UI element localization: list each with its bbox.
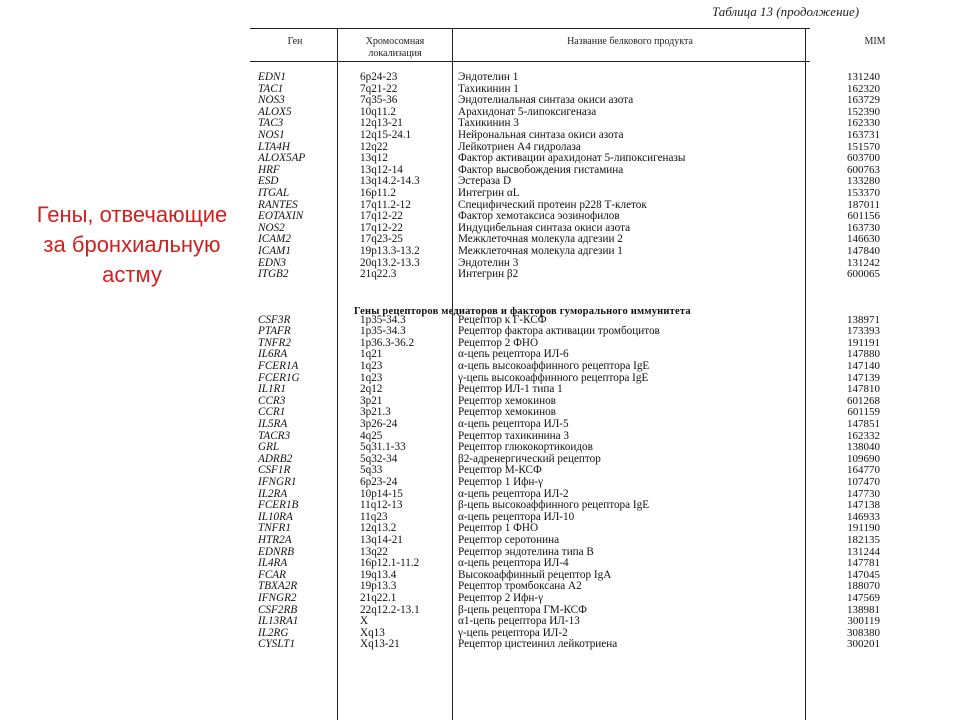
table-cell-locus: 13q22 [360,545,388,558]
product-column [458,72,808,651]
table-cell-mim: 173393 [847,325,880,338]
table-cell-locus: 1q23 [360,371,383,384]
table-cell-locus: 12q22 [360,140,388,153]
table-cell-gene: IFNGR2 [258,591,297,604]
table-cell-gene: CSF1R [258,464,291,477]
table-cell-locus: 17q12-22 [360,221,403,234]
table-cell-locus: Xq13 [360,626,385,639]
table-cell-locus: 5q32-34 [360,452,398,465]
table-cell-product: α-цепь рецептора ИЛ-2 [458,487,569,500]
header-rule [250,61,810,62]
section-gap [810,281,880,315]
table-cell-mim: 182135 [847,533,880,546]
table-cell-gene: ICAM2 [258,233,291,246]
table-cell-product: Фактор высвобождения гистамина [458,163,624,176]
table-cell-mim: 188070 [847,580,880,593]
table-cell-product: Фактор хемотаксиса эозинофилов [458,210,620,223]
table-cell-mim: 600763 [847,163,880,176]
side-annotation-line: за бронхиальную [43,232,221,257]
table-cell-product: β2-адренергический рецептор [458,452,601,465]
table-cell-mim: 138981 [847,603,880,616]
header-locus-line: Хромосомная [365,36,425,47]
table-cell-mim: 601268 [847,394,880,407]
table-cell-mim: 147569 [847,591,880,604]
column-divider [337,28,338,720]
table-cell-gene: IL5RA [258,418,288,431]
table-cell-locus: X [360,615,369,628]
table-cell-locus: 3p21 [360,394,383,407]
table-cell-product: Эндотелин 1 [458,71,519,83]
table-cell-product: Эстераза D [458,175,512,188]
side-annotation-line: астму [102,262,162,287]
table-cell-product: α-цепь рецептора ИЛ-10 [458,510,575,523]
table-cell-product: α-цепь рецептора ИЛ-6 [458,348,569,361]
table-cell-mim: 163730 [847,221,880,234]
section-title: Гены рецепторов медиаторов и факторов гуморального иммунитета [354,306,691,317]
table-cell-locus: 21q22.3 [360,268,397,281]
table-cell-mim: 191191 [847,336,880,349]
table-cell-gene: IL6RA [258,348,288,361]
table-cell-locus: 1p35-34.3 [360,313,406,326]
table-cell-product: Арахидонат 5-липоксигеназа [458,105,597,118]
table-cell-mim: 147045 [847,568,880,581]
table-cell-product: Рецептор 2 ФНО [458,336,539,349]
table-cell-product: Рецептор к Г-КСФ [458,313,547,326]
table-cell-locus: 6p24-23 [360,71,398,83]
table-cell-product: Межклеточная молекула адгезии 2 [458,233,623,246]
table-cell-gene: NOS2 [258,221,285,234]
table-cell-mim: 163731 [847,128,880,141]
table-cell-product: Рецептор фактора активации тромбоцитов [458,325,660,338]
table-cell-locus: 17q23-25 [360,233,403,246]
table-cell-locus: 1p36.3-36.2 [360,336,415,349]
table-cell-gene: FCER1A [258,360,299,373]
table-cell-product: Тахикинин 1 [458,82,519,95]
table-cell-product: Рецептор эндотелина типа В [458,545,594,558]
table-cell-locus: 3p26-24 [360,418,398,431]
table-cell-locus: 10p14-15 [360,487,403,500]
table-cell-product: Рецептор цистеинил лейкотриена [458,638,618,651]
table-cell-gene: CSF2RB [258,603,298,616]
table-cell-gene: CCR1 [258,406,286,419]
table-cell-locus: 7q21-22 [360,82,398,95]
table-cell-mim: 162330 [847,117,880,130]
table-caption: Таблица 13 (продолжение) [712,4,860,19]
table-cell-gene: LTA4H [258,140,290,153]
header-gene: Ген [287,36,303,47]
table-cell-product: β-цепь высокоаффинного рецептора IgE [458,499,650,512]
table-cell-gene: TAC3 [258,117,284,130]
table-cell-gene: CCR3 [258,394,286,407]
table-cell-locus: 13q12 [360,152,388,165]
table-cell-product: Рецептор глюкокортикоидов [458,441,593,454]
table-cell-gene: ICAM1 [258,244,291,257]
table-cell-product: Межклеточная молекула адгезии 1 [458,244,623,257]
table-cell-gene: ESD [258,175,279,188]
table-cell-gene: ADRB2 [258,452,293,465]
table-cell-product: Рецептор тахикинина 3 [458,429,570,442]
table-cell-locus: 13q14.2-14.3 [360,175,420,188]
table-cell-mim: 131240 [847,71,880,83]
table-cell-product: Рецептор тромбоксана А2 [458,580,582,593]
table-cell-mim: 109690 [847,452,880,465]
table-cell-product: Рецептор ИЛ-1 типа 1 [458,383,563,396]
table-cell-locus: 11q12-13 [360,499,403,512]
side-annotation [18,200,246,290]
table-cell-mim: 187011 [847,198,880,211]
table-cell-product: β-цепь рецептора ГМ-КСФ [458,603,587,616]
table-cell-locus: 13q14-21 [360,533,403,546]
table-cell-mim: 147781 [847,557,880,570]
table-cell-mim: 152390 [847,105,880,118]
table-cell-locus: 20q13.2-13.3 [360,256,420,269]
table-cell-product: Рецептор 1 Ифн-γ [458,476,544,488]
table-cell-gene: ITGAL [258,186,290,199]
side-annotation-line: Гены, отвечающие [36,202,228,227]
table-cell-mim: 147138 [847,499,880,512]
table-cell-gene: IL13RA1 [258,615,299,628]
table-cell-gene: TACR3 [258,429,291,442]
table-cell-mim: 107470 [847,476,880,488]
table-cell-mim: 153370 [847,186,880,199]
table-cell-locus: 2q12 [360,383,383,396]
table-cell-mim: 601156 [847,210,880,223]
table-cell-mim: 600065 [847,268,880,281]
table-cell-locus: 5q33 [360,464,383,477]
table-cell-locus: 21q22.1 [360,591,397,604]
table-cell-gene: IFNGR1 [258,476,297,488]
table-cell-gene: CSF3R [258,313,291,326]
table-top-rule [250,28,810,29]
table-cell-mim: 147851 [847,418,880,431]
table-cell-gene: IL2RA [258,487,288,500]
table-cell-gene: PTAFR [258,325,291,338]
table-cell-product: Рецептор М-КСФ [458,464,542,477]
table-cell-product: α-цепь рецептора ИЛ-4 [458,557,569,570]
header-mim: MIM [864,36,886,47]
table-cell-locus: 4q25 [360,429,383,442]
table-cell-gene: EDN1 [258,71,286,83]
table-cell-mim: 147840 [847,244,880,257]
table-cell-product: Эндотелин 3 [458,256,519,269]
table-cell-mim: 601159 [847,406,880,419]
table-cell-product: Индуцибельная синтаза окиси азота [458,221,631,234]
table-cell-mim: 138971 [847,313,880,326]
table-cell-mim: 147140 [847,360,880,373]
table-cell-gene: TBXA2R [258,580,298,593]
table-cell-product: Рецептор 2 Ифн-γ [458,591,544,604]
table-cell-locus: 12q13-21 [360,117,403,130]
section-gap [258,281,336,315]
table-cell-product: γ-цепь высокоаффинного рецептора IgE [458,371,649,384]
table-cell-gene: RANTES [258,198,298,211]
table-cell-gene: TNFR1 [258,522,291,535]
table-cell-mim: 146933 [847,510,880,523]
table-cell-mim: 300201 [847,638,880,651]
table-cell-mim: 300119 [847,615,880,628]
gene-column [258,72,336,651]
table-cell-gene: HTR2A [258,533,292,546]
table-cell-product: α1-цепь рецептора ИЛ-13 [458,615,580,628]
table-cell-locus: 7q35-36 [360,94,398,107]
column-divider [452,28,453,720]
table-cell-product: Фактор активации арахидонат 5-липоксигеназы [458,152,686,165]
table-cell-product: Эндотелиальная синтаза окиси азота [458,94,634,107]
table-cell-mim: 163729 [847,94,880,107]
table-cell-locus: 19q13.4 [360,568,397,581]
table-cell-mim: 147880 [847,348,880,361]
table-cell-gene: EDN3 [258,256,286,269]
table-cell-mim: 164770 [847,464,880,477]
table-cell-gene: TAC1 [258,82,284,95]
mim-column [810,72,880,651]
table-cell-gene: IL2RG [258,626,289,639]
table-cell-locus: 17q11.2-12 [360,198,411,211]
table-cell-product: Лейкотриен А4 гидролаза [458,140,581,153]
table-cell-mim: 147139 [847,371,880,384]
table-cell-mim: 146630 [847,233,880,246]
table-cell-mim: 131244 [847,545,880,558]
table-cell-gene: HRF [258,163,280,176]
table-cell-mim: 138040 [847,441,880,454]
table-cell-product: Тахикинин 3 [458,117,519,130]
table-cell-gene: IL10RA [258,510,293,523]
table-cell-gene: EOTAXIN [258,210,304,223]
table-cell-locus: 6p23-24 [360,476,398,488]
table-cell-locus: 1q23 [360,360,383,373]
table-cell-gene: IL4RA [258,557,288,570]
table-cell-product: Рецептор хемокинов [458,394,556,407]
table-cell-product: α-цепь высокоаффинного рецептора IgE [458,360,650,373]
table-cell-locus: 13q12-14 [360,163,403,176]
table-cell-product: Рецептор серотонина [458,533,560,546]
table-cell-product: Рецептор хемокинов [458,406,556,419]
table-cell-mim: 162320 [847,82,880,95]
table-cell-mim: 147810 [847,383,880,396]
table-cell-gene: GRL [258,441,280,454]
table-cell-locus: 1q21 [360,348,383,361]
table-cell-mim: 162332 [847,429,880,442]
table-cell-locus: 11q23 [360,510,388,523]
table-cell-locus: 19p13.3 [360,580,397,593]
table-cell-gene: ALOX5 [258,105,292,118]
table-cell-product: Интегрин β2 [458,268,519,281]
table-cell-locus: 22q12.2-13.1 [360,603,420,616]
table-cell-gene: FCER1G [258,371,300,384]
table-cell-gene: CYSLT1 [258,638,296,651]
table-cell-mim: 131242 [847,256,880,269]
table-cell-locus: 10q11.2 [360,105,396,118]
table-cell-product: α-цепь рецептора ИЛ-5 [458,418,569,431]
table-cell-mim: 191190 [847,522,880,535]
table-cell-locus: 16p12.1-11.2 [360,557,420,570]
locus-column [360,72,452,651]
table-cell-product: γ-цепь рецептора ИЛ-2 [458,626,568,639]
table-cell-locus: 3p21.3 [360,406,391,419]
table-cell-locus: 12q13.2 [360,522,397,535]
header-locus [342,36,448,60]
table-cell-gene: TNFR2 [258,336,291,349]
table-cell-locus: 12q15-24.1 [360,128,412,141]
table-cell-product: Специфический протеин р228 Т-клеток [458,198,647,211]
table-cell-locus: 1p35-34.3 [360,325,406,338]
table-cell-product: Интегрин αL [458,186,520,199]
table-cell-gene: NOS1 [258,128,285,141]
table-cell-mim: 308380 [847,626,880,639]
table-cell-gene: FCAR [258,568,286,581]
table-cell-mim: 151570 [847,140,880,153]
table-cell-locus: 17q12-22 [360,210,403,223]
table-cell-gene: EDNRB [258,545,295,558]
table-cell-gene: FCER1B [258,499,299,512]
table-cell-gene: IL1R1 [258,383,286,396]
table-cell-product: Нейрональная синтаза окиси азота [458,128,624,141]
table-cell-locus: 19p13.3-13.2 [360,244,420,257]
table-cell-mim: 603700 [847,152,880,165]
table-cell-locus: Xq13-21 [360,638,400,651]
gene-table [250,28,945,720]
table-cell-mim: 147730 [847,487,880,500]
table-cell-gene: ITGB2 [258,268,289,281]
header-product: Название белкового продукта [567,36,693,47]
table-cell-gene: NOS3 [258,94,285,107]
table-cell-mim: 133280 [847,175,880,188]
table-cell-product: Рецептор 1 ФНО [458,522,539,535]
table-cell-locus: 16p11.2 [360,186,396,199]
header-locus-line: локализация [368,48,422,59]
table-cell-gene: ALOX5AP [258,152,306,165]
table-cell-product: Высокоаффинный рецептор IgA [458,568,612,581]
table-cell-locus: 5q31.1-33 [360,441,406,454]
